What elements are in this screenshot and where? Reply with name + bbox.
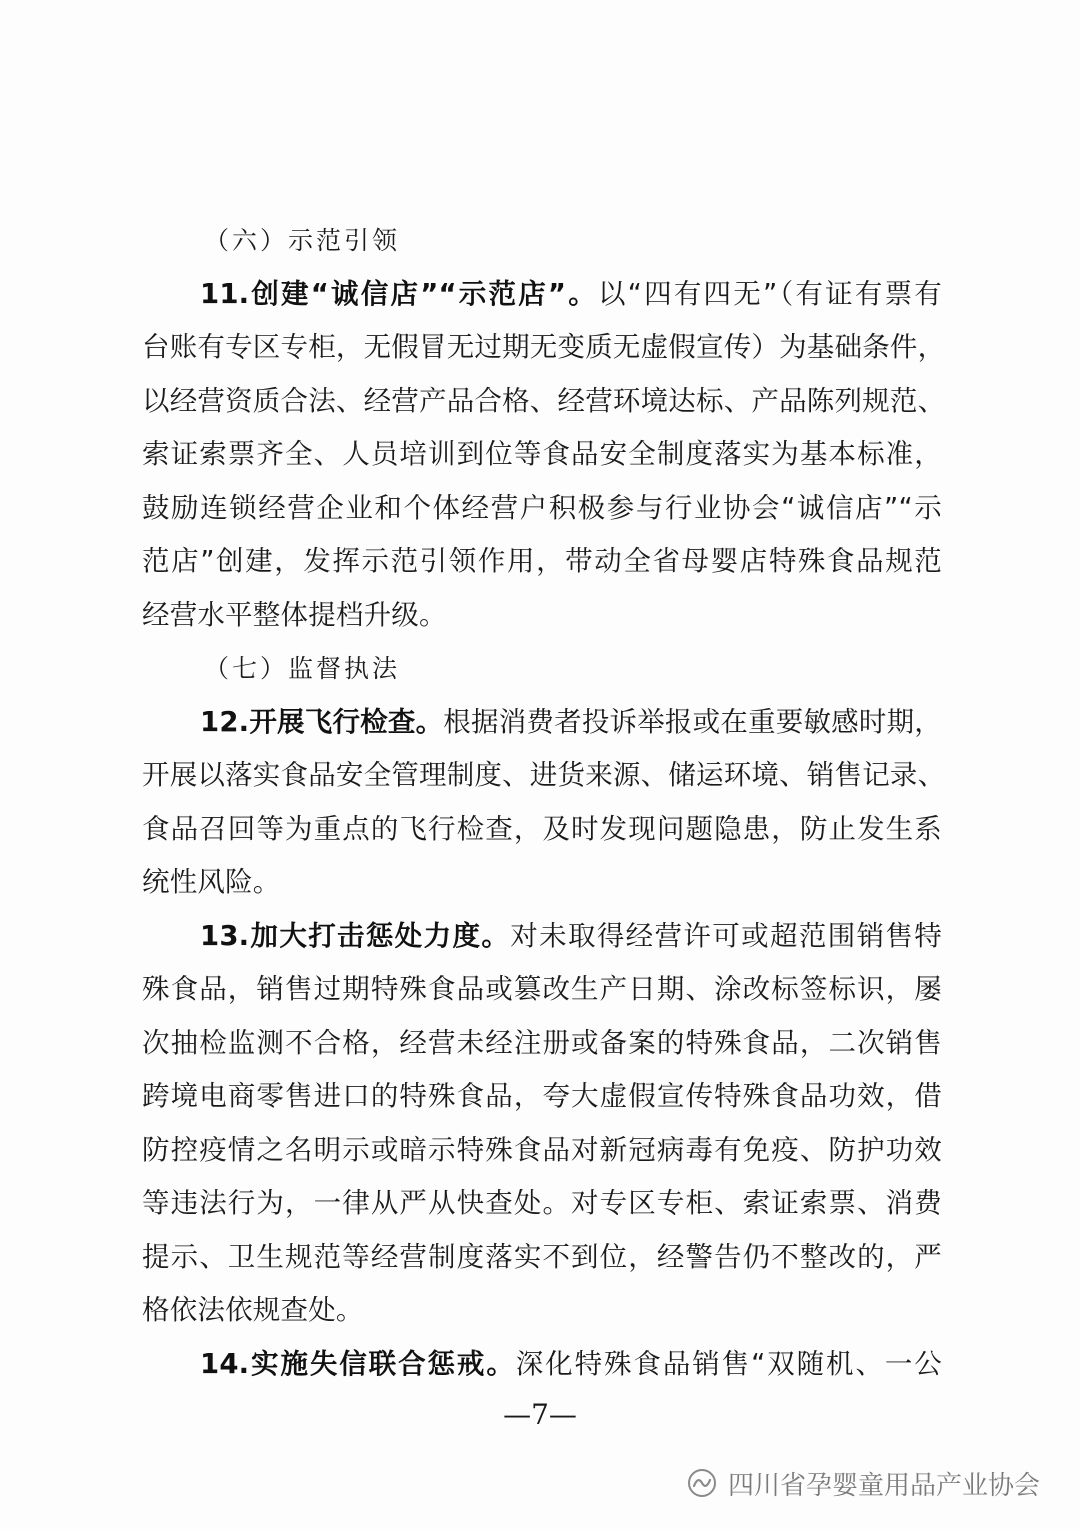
line-text: 以经营资质合法、经营产品合格、经营环境达标、产品陈列规范、: [142, 384, 946, 417]
wechat-channel-icon: [682, 1466, 722, 1500]
item-title: 12.开展飞行检查。: [200, 705, 444, 738]
page-number: —7—: [503, 1398, 577, 1431]
line-text: 食品召回等为重点的飞行检查，及时发现问题隐患，防止发生系: [142, 812, 942, 845]
paragraph: [142, 268, 946, 643]
text-line: [142, 268, 942, 322]
text-line: [142, 696, 942, 750]
line-text: 以“四有四无”（有证有票有: [597, 277, 942, 310]
text-line: [142, 856, 942, 910]
text-line: [142, 963, 942, 1017]
text-line: [142, 1231, 942, 1285]
text-line: [142, 1177, 942, 1231]
line-text: 防控疫情之名明示或暗示特殊食品对新冠病毒有免疫、防护功效: [142, 1133, 942, 1166]
line-text: 跨境电商零售进口的特殊食品，夸大虚假宣传特殊食品功效，借: [142, 1080, 942, 1112]
line-text: 格依法依规查处。: [142, 1294, 364, 1326]
paragraph: [142, 696, 946, 910]
paragraph: [142, 910, 942, 1338]
line-text: 次抽检监测不合格，经营未经注册或备案的特殊食品，二次销售: [142, 1026, 942, 1059]
line-text: 深化特殊食品销售“双随机、一公: [515, 1347, 943, 1380]
line-text: 根据消费者投诉举报或在重要敏感时期，: [443, 705, 942, 738]
text-line: [142, 321, 946, 375]
item-title: 11.创建“诚信店”“示范店”。: [200, 277, 598, 310]
text-line: [142, 589, 942, 643]
text-line: [142, 1017, 942, 1071]
text-line: [142, 1124, 942, 1178]
text-line: [142, 749, 946, 803]
line-text: 等违法行为，一律从严从快查处。对专区专柜、索证索票、消费: [142, 1187, 942, 1219]
text-line: [142, 535, 942, 589]
paragraph: [142, 1338, 942, 1392]
line-text: 索证索票齐全、人员培训到位等食品安全制度落实为基本标准，: [142, 438, 942, 470]
text-line: [142, 1284, 942, 1338]
section-heading: （七）监督执法: [204, 654, 401, 683]
line-text: 台账有专区专柜，无假冒无过期无变质无虚假宣传）为基础条件，: [142, 331, 946, 363]
line-text: 开展以落实食品安全管理制度、进货来源、储运环境、销售记录、: [142, 759, 946, 791]
text-line: [142, 1338, 942, 1392]
line-text: 提示、卫生规范等经营制度落实不到位，经警告仍不整改的，严: [142, 1240, 942, 1273]
line-text: 经营水平整体提档升级。: [142, 598, 447, 631]
text-line: [142, 428, 942, 482]
section-heading: （六）示范引领: [204, 226, 401, 255]
item-title: 14.实施失信联合惩戒。: [200, 1347, 516, 1380]
text-line: [142, 375, 946, 429]
item-title: 13.加大打击惩处力度。: [200, 919, 511, 952]
text-line: [142, 803, 942, 857]
text-line: [142, 482, 942, 536]
line-text: 殊食品，销售过期特殊食品或篡改生产日期、涂改标签标识，屡: [142, 973, 942, 1005]
text-line: [142, 1070, 942, 1124]
watermark: [682, 1462, 1040, 1504]
text-line: [142, 910, 942, 964]
watermark-text: 四川省孕婴童用品产业协会: [728, 1470, 1041, 1501]
document-body: [142, 214, 946, 1391]
line-text: 对未取得经营许可或超范围销售特: [510, 919, 942, 952]
line-text: 统性风险。: [142, 866, 281, 898]
line-text: 范店”创建，发挥示范引领作用，带动全省母婴店特殊食品规范: [142, 545, 942, 577]
line-text: 鼓励连锁经营企业和个体经营户积极参与行业协会“诚信店”“示: [142, 491, 942, 524]
